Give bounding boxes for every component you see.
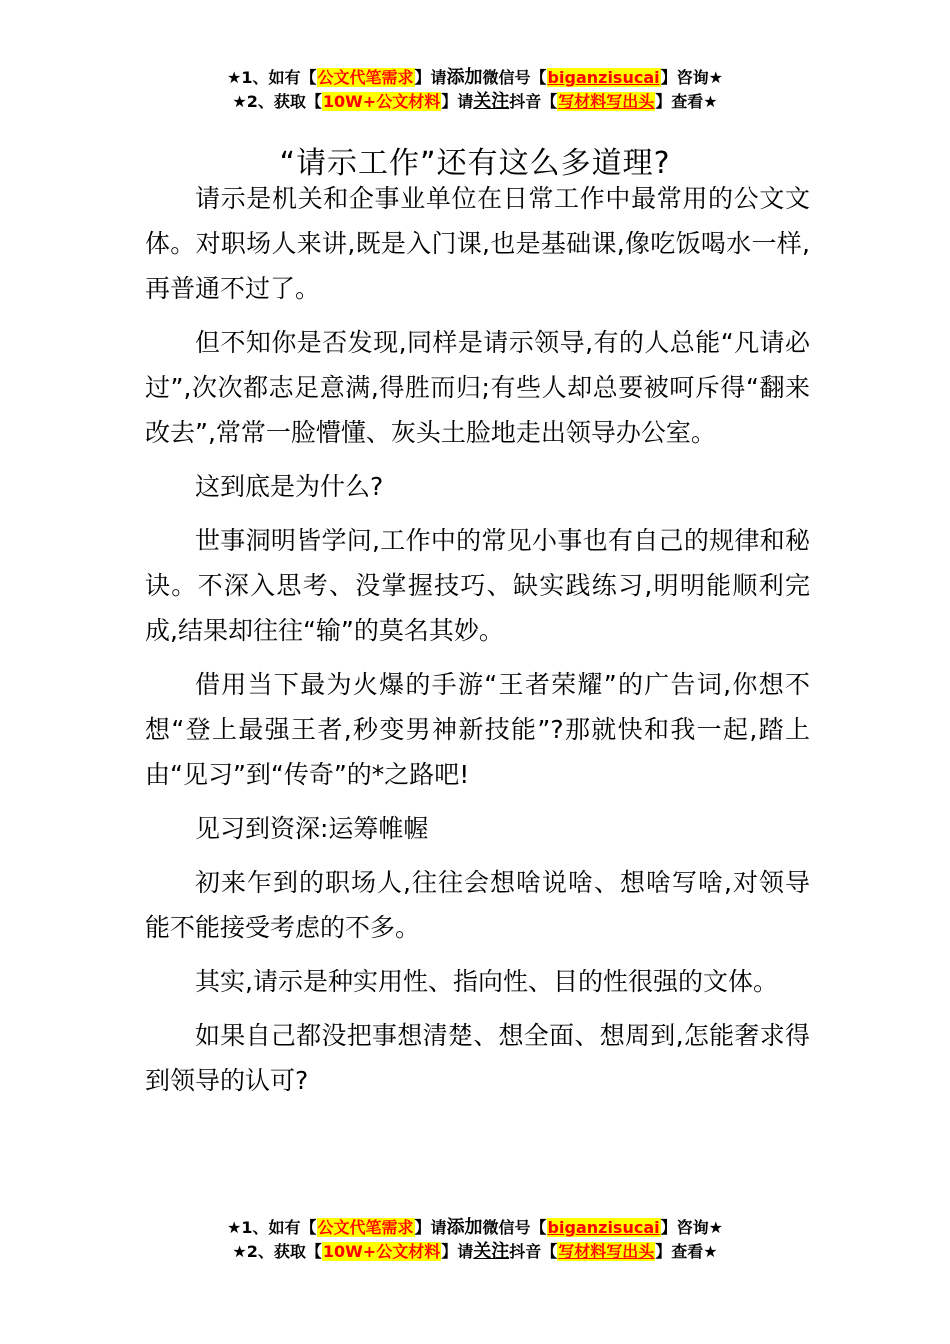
banner-text: 】查看★ (655, 1242, 718, 1261)
banner-emphasis: 添加 (446, 1217, 483, 1238)
document-body (145, 176, 810, 1112)
banner-highlight-wechat-id: biganzisucai (547, 1218, 660, 1237)
banner-text: ★1、如有【 (227, 1218, 317, 1237)
footer-banner-line-2 (0, 1240, 950, 1264)
banner-text: 微信号【 (482, 1218, 547, 1237)
header-banner-line-1 (0, 66, 950, 90)
body-paragraph: 这到底是为什么? (195, 472, 384, 501)
body-paragraph: 世事洞明皆学问,工作中的常见小事也有自己的规律和秘诀。不深入思考、没掌握技巧、缺实践练习,明明能顺利完成,结果却往往“输”的莫名其妙。 (145, 526, 810, 645)
banner-highlight-wechat-id: biganzisucai (547, 68, 660, 87)
header-banner-line-2 (0, 90, 950, 114)
body-paragraph: 请示是机关和企事业单位在日常工作中最常用的公文文体。对职场人来讲,既是入门课,也是基础课,像吃饭喝水一样,再普通不过了。 (145, 184, 810, 303)
body-paragraph: 其实,请示是种实用性、指向性、目的性很强的文体。 (195, 967, 778, 996)
banner-text: 】请 (414, 1218, 447, 1237)
section-heading: 见习到资深:运筹帷幄 (195, 814, 429, 843)
banner-text: 】咨询★ (660, 1218, 723, 1237)
document-title: “请示工作”还有这么多道理? (279, 146, 671, 182)
body-paragraph: 借用当下最为火爆的手游“王者荣耀”的广告词,你想不想“登上最强王者,秒变男神新技能”?那就快和我一起,踏上由“见习”到“传奇”的*之路吧! (145, 670, 810, 789)
banner-text: 抖音【 (509, 1242, 558, 1261)
banner-text: ★1、如有【 (227, 68, 317, 87)
banner-text: ★2、获取【 (232, 92, 322, 111)
banner-highlight-douyin-id: 写材料写出头 (558, 92, 655, 111)
banner-text: 】请 (441, 1242, 474, 1261)
footer-banner-line-1 (0, 1216, 950, 1240)
banner-text: 】请 (441, 92, 474, 111)
footer-banner (0, 1216, 950, 1264)
banner-highlight-materials: 10W+公文材料 (322, 1242, 441, 1261)
banner-highlight-materials: 10W+公文材料 (322, 92, 441, 111)
banner-text: 抖音【 (509, 92, 558, 111)
banner-emphasis: 添加 (446, 67, 483, 88)
banner-emphasis: 关注 (473, 1241, 510, 1262)
banner-emphasis: 关注 (473, 91, 510, 112)
banner-highlight-douyin-id: 写材料写出头 (558, 1242, 655, 1261)
banner-highlight-service: 公文代笔需求 (317, 68, 414, 87)
banner-text: 微信号【 (482, 68, 547, 87)
banner-text: 】请 (414, 68, 447, 87)
banner-text: ★2、获取【 (232, 1242, 322, 1261)
header-banner (0, 66, 950, 114)
body-paragraph: 初来乍到的职场人,往往会想啥说啥、想啥写啥,对领导能不能接受考虑的不多。 (145, 868, 810, 942)
banner-highlight-service: 公文代笔需求 (317, 1218, 414, 1237)
banner-text: 】咨询★ (660, 68, 723, 87)
body-paragraph: 但不知你是否发现,同样是请示领导,有的人总能“凡请必过”,次次都志足意满,得胜而归;有些人却总要被呵斥得“翻来改去”,常常一脸懵懂、灰头土脸地走出领导办公室。 (145, 328, 810, 447)
body-paragraph: 如果自己都没把事想清楚、想全面、想周到,怎能奢求得到领导的认可? (145, 1021, 810, 1095)
banner-text: 】查看★ (655, 92, 718, 111)
